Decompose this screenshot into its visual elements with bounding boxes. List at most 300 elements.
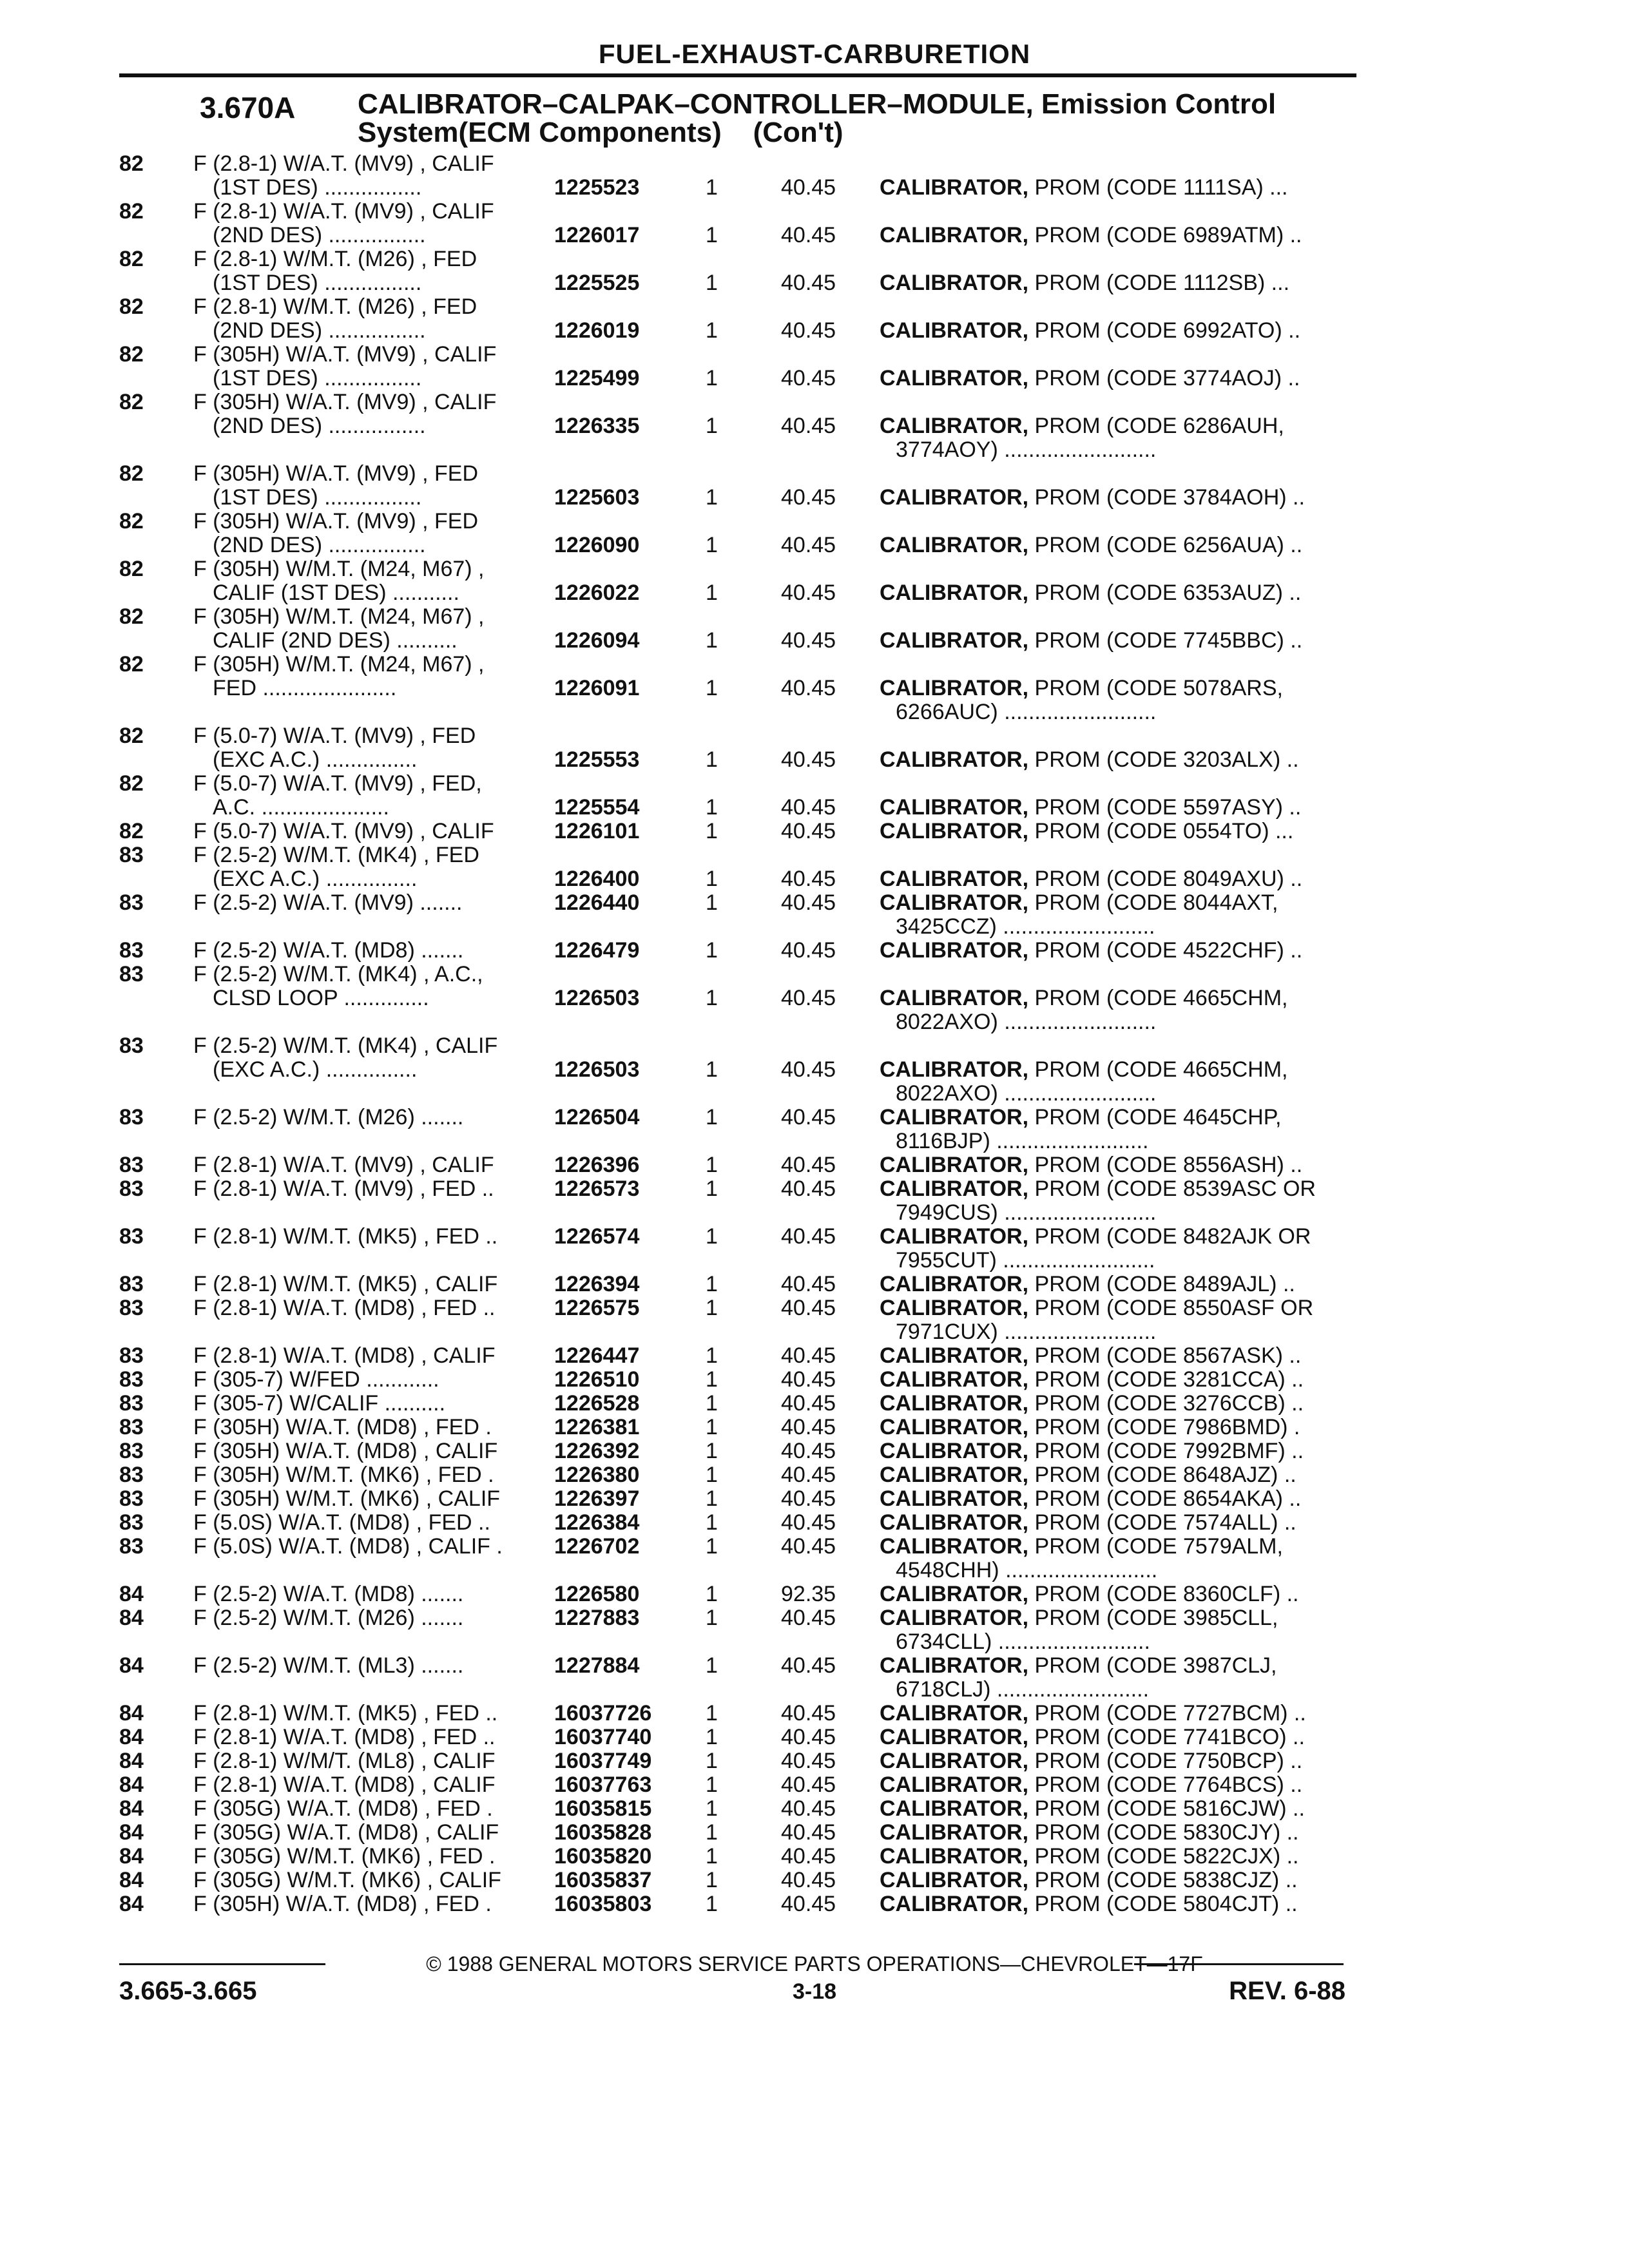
- section-title-line-2: System(ECM Components) (Con't): [358, 117, 843, 148]
- figure-number: 84: [119, 1725, 144, 1749]
- part-number: 1225499: [554, 366, 640, 390]
- list-item: [0, 748, 1629, 772]
- quantity: 1: [706, 819, 718, 843]
- item-detail: PROM (CODE 5838CJZ) ..: [1034, 1869, 1298, 1892]
- parts-list: [0, 152, 1629, 1916]
- item-description: [880, 581, 1363, 605]
- figure-number: 83: [119, 1272, 144, 1296]
- item-name: CALIBRATOR,: [880, 1273, 1029, 1296]
- item-detail: PROM (CODE 7741BCO) ..: [1034, 1725, 1305, 1749]
- item-detail: PROM (CODE 3985CLL,: [1034, 1606, 1278, 1630]
- part-number: 1226510: [554, 1367, 640, 1392]
- item-detail: PROM (CODE 5078ARS,: [1034, 677, 1283, 700]
- list-item: [0, 438, 1629, 462]
- item-detail: PROM (CODE 7764BCS) ..: [1034, 1773, 1303, 1797]
- application-description: (EXC A.C.) ...............: [213, 748, 418, 772]
- application-description: F (2.5-2) W/M.T. (MK4) , CALIF: [193, 1034, 498, 1058]
- application-description: F (305H) W/M.T. (M24, M67) ,: [193, 557, 485, 581]
- application-description: F (2.8-1) W/A.T. (MV9) , CALIF: [193, 1153, 494, 1177]
- application-description: F (305H) W/M.T. (MK6) , CALIF: [193, 1487, 501, 1511]
- list-item: [0, 1225, 1629, 1249]
- figure-number: 84: [119, 1701, 144, 1725]
- item-detail: 4548CHH) .........................: [896, 1559, 1158, 1582]
- price: 40.45: [781, 533, 836, 557]
- item-detail: 6734CLL) .........................: [896, 1630, 1150, 1654]
- price: 40.45: [781, 1343, 836, 1368]
- price: 40.45: [781, 1415, 836, 1439]
- price: 40.45: [781, 1868, 836, 1892]
- list-item: [0, 1869, 1629, 1892]
- part-number: 1226580: [554, 1582, 640, 1606]
- part-number: 1226575: [554, 1296, 640, 1320]
- item-name: CALIBRATOR,: [880, 1797, 1029, 1821]
- figure-number: 83: [119, 1486, 144, 1511]
- application-description: F (2.5-2) W/M.T. (MK4) , A.C.,: [193, 963, 483, 986]
- item-description: [896, 915, 1363, 939]
- item-detail: 7971CUX) .........................: [896, 1320, 1157, 1344]
- item-name: CALIBRATOR,: [880, 986, 1029, 1010]
- item-name: CALIBRATOR,: [880, 271, 1029, 295]
- application-description: F (2.5-2) W/M.T. (MK4) , FED: [193, 843, 479, 867]
- figure-number: 82: [119, 247, 144, 271]
- part-number: 1226573: [554, 1177, 640, 1201]
- quantity: 1: [706, 986, 718, 1010]
- list-item: [0, 891, 1629, 915]
- application-description: (EXC A.C.) ...............: [213, 1058, 418, 1082]
- application-description: (1ST DES) ................: [213, 271, 422, 295]
- item-name: CALIBRATOR,: [880, 1535, 1029, 1559]
- item-detail: PROM (CODE 3774AOJ) ..: [1034, 367, 1300, 390]
- item-name: CALIBRATOR,: [880, 486, 1029, 510]
- quantity: 1: [706, 1391, 718, 1416]
- quantity: 1: [706, 414, 718, 438]
- item-description: [880, 1058, 1363, 1082]
- item-description: [880, 1392, 1363, 1416]
- list-item: [0, 176, 1629, 200]
- list-item: [0, 1058, 1629, 1082]
- figure-number: 82: [119, 151, 144, 176]
- figure-number: 84: [119, 1796, 144, 1821]
- quantity: 1: [706, 1177, 718, 1201]
- quantity: 1: [706, 1606, 718, 1630]
- figure-number: 84: [119, 1844, 144, 1869]
- figure-number: 83: [119, 843, 144, 867]
- application-description: CLSD LOOP ..............: [213, 986, 429, 1010]
- application-description: F (305H) W/A.T. (MD8) , FED .: [193, 1892, 492, 1916]
- price: 40.45: [781, 1725, 836, 1749]
- price: 40.45: [781, 581, 836, 605]
- figure-number: 84: [119, 1606, 144, 1630]
- item-description: [880, 748, 1363, 772]
- list-item: [0, 510, 1629, 533]
- item-description: [880, 867, 1363, 891]
- item-name: CALIBRATOR,: [880, 820, 1029, 843]
- list-item: [0, 1678, 1629, 1702]
- figure-number: 82: [119, 294, 144, 319]
- price: 40.45: [781, 1105, 836, 1129]
- item-name: CALIBRATOR,: [880, 224, 1029, 247]
- item-detail: PROM (CODE 3281CCA) ..: [1034, 1368, 1304, 1392]
- quantity: 1: [706, 676, 718, 700]
- item-name: CALIBRATOR,: [880, 1773, 1029, 1797]
- item-description: [880, 1273, 1363, 1296]
- list-item: [0, 1773, 1629, 1797]
- item-detail: 8022AXO) .........................: [896, 1082, 1157, 1106]
- item-detail: PROM (CODE 8044AXT,: [1034, 891, 1278, 915]
- list-item: [0, 247, 1629, 271]
- application-description: F (2.8-1) W/A.T. (MV9) , FED ..: [193, 1177, 494, 1201]
- item-description: [880, 1106, 1363, 1129]
- item-description: [880, 629, 1363, 653]
- price: 40.45: [781, 1272, 836, 1296]
- item-detail: 6266AUC) .........................: [896, 700, 1157, 724]
- quantity: 1: [706, 890, 718, 915]
- quantity: 1: [706, 938, 718, 963]
- quantity: 1: [706, 1725, 718, 1749]
- application-description: (1ST DES) ................: [213, 176, 422, 200]
- part-number: 1226396: [554, 1153, 640, 1177]
- header-rule: [119, 73, 1356, 77]
- quantity: 1: [706, 366, 718, 390]
- part-number: 16037740: [554, 1725, 652, 1749]
- application-description: F (5.0S) W/A.T. (MD8) , FED ..: [193, 1511, 490, 1535]
- application-description: F (2.5-2) W/M.T. (M26) .......: [193, 1606, 464, 1630]
- application-description: F (305G) W/M.T. (MK6) , CALIF: [193, 1869, 501, 1892]
- application-description: F (305H) W/A.T. (MV9) , FED: [193, 462, 479, 486]
- figure-number: 82: [119, 390, 144, 414]
- price: 40.45: [781, 414, 836, 438]
- item-description: [880, 1344, 1363, 1368]
- item-detail: 8116BJP) .........................: [896, 1129, 1149, 1153]
- figure-number: 83: [119, 1224, 144, 1249]
- item-name: CALIBRATOR,: [880, 748, 1029, 772]
- price: 40.45: [781, 318, 836, 343]
- item-detail: PROM (CODE 3203ALX) ..: [1034, 748, 1299, 772]
- item-detail: PROM (CODE 7727BCM) ..: [1034, 1702, 1306, 1725]
- application-description: A.C. .....................: [213, 796, 389, 820]
- price: 40.45: [781, 1153, 836, 1177]
- application-description: F (2.8-1) W/M.T. (MK5) , FED ..: [193, 1702, 498, 1725]
- item-description: [880, 1225, 1363, 1249]
- item-detail: 6718CLJ) .........................: [896, 1678, 1150, 1702]
- list-item: [0, 1654, 1629, 1678]
- quantity: 1: [706, 271, 718, 295]
- footer-page-number: 3-18: [792, 1979, 837, 2004]
- part-number: 16037749: [554, 1749, 652, 1773]
- application-description: CALIF (1ST DES) ...........: [213, 581, 459, 605]
- item-detail: PROM (CODE 8489AJL) ..: [1034, 1273, 1295, 1296]
- figure-number: 82: [119, 461, 144, 486]
- item-description: [880, 319, 1363, 343]
- item-name: CALIBRATOR,: [880, 1821, 1029, 1845]
- quantity: 1: [706, 1820, 718, 1845]
- item-detail: PROM (CODE 8360CLF) ..: [1034, 1582, 1299, 1606]
- quantity: 1: [706, 1510, 718, 1535]
- list-item: [0, 796, 1629, 820]
- item-description: [880, 1773, 1363, 1797]
- list-item: [0, 581, 1629, 605]
- list-item: [0, 1392, 1629, 1416]
- figure-number: 83: [119, 1367, 144, 1392]
- item-description: [896, 1249, 1363, 1273]
- part-number: 1226503: [554, 1057, 640, 1082]
- item-description: [880, 1845, 1363, 1869]
- part-number: 1226380: [554, 1463, 640, 1487]
- figure-number: 84: [119, 1749, 144, 1773]
- item-detail: PROM (CODE 8550ASF OR: [1034, 1296, 1314, 1320]
- application-description: F (5.0-7) W/A.T. (MV9) , CALIF: [193, 820, 494, 843]
- part-number: 16035803: [554, 1892, 652, 1916]
- price: 40.45: [781, 676, 836, 700]
- application-description: FED ......................: [213, 677, 397, 700]
- list-item: [0, 629, 1629, 653]
- figure-number: 84: [119, 1773, 144, 1797]
- item-description: [880, 1821, 1363, 1845]
- application-description: F (2.8-1) W/A.T. (MD8) , FED ..: [193, 1725, 496, 1749]
- part-number: 1226090: [554, 533, 640, 557]
- item-name: CALIBRATOR,: [880, 939, 1029, 963]
- application-description: F (305-7) W/FED ............: [193, 1368, 439, 1392]
- application-description: CALIF (2ND DES) ..........: [213, 629, 458, 653]
- item-detail: PROM (CODE 8049AXU) ..: [1034, 867, 1303, 891]
- item-description: [880, 1654, 1363, 1678]
- price: 40.45: [781, 1701, 836, 1725]
- figure-number: 83: [119, 1177, 144, 1201]
- item-name: CALIBRATOR,: [880, 1511, 1029, 1535]
- part-number: 1225553: [554, 747, 640, 772]
- application-description: F (2.8-1) W/M.T. (MK5) , CALIF: [193, 1273, 498, 1296]
- list-item: [0, 1034, 1629, 1058]
- part-number: 1226384: [554, 1510, 640, 1535]
- price: 40.45: [781, 1486, 836, 1511]
- quantity: 1: [706, 1582, 718, 1606]
- item-detail: PROM (CODE 3987CLJ,: [1034, 1654, 1277, 1678]
- figure-number: 84: [119, 1820, 144, 1845]
- item-name: CALIBRATOR,: [880, 1416, 1029, 1439]
- part-number: 16035828: [554, 1820, 652, 1845]
- list-item: [0, 677, 1629, 700]
- item-description: [880, 1296, 1363, 1320]
- price: 40.45: [781, 1296, 836, 1320]
- list-item: [0, 1582, 1629, 1606]
- list-item: [0, 820, 1629, 843]
- item-detail: PROM (CODE 7579ALM,: [1034, 1535, 1283, 1559]
- item-description: [896, 1010, 1363, 1034]
- quantity: 1: [706, 867, 718, 891]
- section-title: [358, 90, 1276, 147]
- item-name: CALIBRATOR,: [880, 176, 1029, 200]
- list-item: [0, 1749, 1629, 1773]
- application-description: (2ND DES) ................: [213, 319, 426, 343]
- item-detail: PROM (CODE 6286AUH,: [1034, 414, 1284, 438]
- item-description: [896, 1082, 1363, 1106]
- item-description: [880, 796, 1363, 820]
- item-description: [880, 1368, 1363, 1392]
- item-detail: PROM (CODE 8654AKA) ..: [1034, 1487, 1302, 1511]
- application-description: F (305H) W/M.T. (MK6) , FED .: [193, 1463, 494, 1487]
- application-description: F (305G) W/A.T. (MD8) , CALIF: [193, 1821, 499, 1845]
- section-number: 3.670A: [200, 91, 296, 124]
- application-description: F (2.5-2) W/A.T. (MD8) .......: [193, 939, 464, 963]
- list-item: [0, 1892, 1629, 1916]
- list-item: [0, 1010, 1629, 1034]
- part-number: 1226335: [554, 414, 640, 438]
- list-item: [0, 1344, 1629, 1368]
- application-description: F (305H) W/A.T. (MV9) , FED: [193, 510, 479, 533]
- list-item: [0, 390, 1629, 414]
- application-description: F (305G) W/A.T. (MD8) , FED .: [193, 1797, 493, 1821]
- application-description: F (2.8-1) W/M.T. (M26) , FED: [193, 295, 477, 319]
- price: 40.45: [781, 1844, 836, 1869]
- application-description: F (2.5-2) W/M.T. (ML3) .......: [193, 1654, 464, 1678]
- application-description: (1ST DES) ................: [213, 486, 422, 510]
- item-description: [880, 486, 1363, 510]
- figure-number: 83: [119, 1343, 144, 1368]
- list-item: [0, 200, 1629, 224]
- figure-number: 83: [119, 1415, 144, 1439]
- application-description: F (2.8-1) W/A.T. (MD8) , FED ..: [193, 1296, 496, 1320]
- figure-number: 82: [119, 652, 144, 677]
- figure-number: 84: [119, 1582, 144, 1606]
- list-item: [0, 1320, 1629, 1344]
- list-item: [0, 843, 1629, 867]
- quantity: 1: [706, 1415, 718, 1439]
- application-description: (2ND DES) ................: [213, 414, 426, 438]
- part-number: 1226397: [554, 1486, 640, 1511]
- part-number: 1225525: [554, 271, 640, 295]
- item-detail: PROM (CODE 7992BMF) ..: [1034, 1439, 1304, 1463]
- quantity: 1: [706, 1463, 718, 1487]
- part-number: 16037726: [554, 1701, 652, 1725]
- item-description: [880, 820, 1363, 843]
- figure-number: 83: [119, 1033, 144, 1058]
- item-detail: PROM (CODE 7750BCP) ..: [1034, 1749, 1303, 1773]
- list-item: [0, 295, 1629, 319]
- price: 92.35: [781, 1582, 836, 1606]
- application-description: F (2.5-2) W/A.T. (MV9) .......: [193, 891, 463, 915]
- item-name: CALIBRATOR,: [880, 1869, 1029, 1892]
- quantity: 1: [706, 1701, 718, 1725]
- quantity: 1: [706, 747, 718, 772]
- item-detail: PROM (CODE 6353AUZ) ..: [1034, 581, 1302, 605]
- price: 40.45: [781, 1653, 836, 1678]
- item-name: CALIBRATOR,: [880, 1702, 1029, 1725]
- item-name: CALIBRATOR,: [880, 1463, 1029, 1487]
- application-description: (EXC A.C.) ...............: [213, 867, 418, 891]
- item-description: [880, 1725, 1363, 1749]
- part-number: 1226440: [554, 890, 640, 915]
- figure-number: 82: [119, 199, 144, 224]
- item-name: CALIBRATOR,: [880, 1582, 1029, 1606]
- item-description: [880, 367, 1363, 390]
- figure-number: 82: [119, 557, 144, 581]
- list-item: [0, 1129, 1629, 1153]
- quantity: 1: [706, 318, 718, 343]
- price: 40.45: [781, 1820, 836, 1845]
- item-name: CALIBRATOR,: [880, 796, 1029, 820]
- application-description: F (305H) W/M.T. (M24, M67) ,: [193, 653, 485, 677]
- item-description: [880, 1177, 1363, 1201]
- part-number: 1226574: [554, 1224, 640, 1249]
- quantity: 1: [706, 533, 718, 557]
- list-item: [0, 1368, 1629, 1392]
- footer-section-range: 3.665-3.665: [119, 1977, 257, 2005]
- list-item: [0, 653, 1629, 677]
- price: 40.45: [781, 1773, 836, 1797]
- item-detail: PROM (CODE 5822CJX) ..: [1034, 1845, 1299, 1869]
- item-name: CALIBRATOR,: [880, 1344, 1029, 1368]
- application-description: F (305H) W/A.T. (MD8) , FED .: [193, 1416, 492, 1439]
- list-item: [0, 533, 1629, 557]
- list-item: [0, 1153, 1629, 1177]
- list-item: [0, 1201, 1629, 1225]
- list-item: [0, 1463, 1629, 1487]
- list-item: [0, 1296, 1629, 1320]
- application-description: F (2.5-2) W/A.T. (MD8) .......: [193, 1582, 464, 1606]
- list-item: [0, 724, 1629, 748]
- application-description: F (2.8-1) W/A.T. (MD8) , CALIF: [193, 1344, 496, 1368]
- part-number: 1225554: [554, 795, 640, 820]
- figure-number: 82: [119, 819, 144, 843]
- part-number: 1226528: [554, 1391, 640, 1416]
- list-item: [0, 1821, 1629, 1845]
- application-description: (1ST DES) ................: [213, 367, 422, 390]
- list-item: [0, 1082, 1629, 1106]
- item-description: [896, 1678, 1363, 1702]
- item-name: CALIBRATOR,: [880, 1487, 1029, 1511]
- application-description: F (5.0S) W/A.T. (MD8) , CALIF .: [193, 1535, 503, 1559]
- price: 40.45: [781, 747, 836, 772]
- item-name: CALIBRATOR,: [880, 1368, 1029, 1392]
- application-description: F (2.5-2) W/M.T. (M26) .......: [193, 1106, 464, 1129]
- quantity: 1: [706, 1486, 718, 1511]
- price: 40.45: [781, 1796, 836, 1821]
- item-detail: PROM (CODE 3276CCB) ..: [1034, 1392, 1304, 1416]
- quantity: 1: [706, 628, 718, 653]
- item-description: [880, 533, 1363, 557]
- item-description: [880, 1487, 1363, 1511]
- item-name: CALIBRATOR,: [880, 1177, 1029, 1201]
- figure-number: 83: [119, 890, 144, 915]
- list-item: [0, 1416, 1629, 1439]
- quantity: 1: [706, 795, 718, 820]
- list-item: [0, 1511, 1629, 1535]
- item-name: CALIBRATOR,: [880, 533, 1029, 557]
- item-description: [896, 1630, 1363, 1654]
- item-detail: PROM (CODE 4665CHM,: [1034, 1058, 1288, 1082]
- item-detail: PROM (CODE 5830CJY) ..: [1034, 1821, 1299, 1845]
- item-description: [880, 1416, 1363, 1439]
- quantity: 1: [706, 1653, 718, 1678]
- item-detail: 7955CUT) .........................: [896, 1249, 1155, 1273]
- item-name: CALIBRATOR,: [880, 1892, 1029, 1916]
- item-detail: PROM (CODE 5597ASY) ..: [1034, 796, 1302, 820]
- item-detail: PROM (CODE 8482AJK OR: [1034, 1225, 1311, 1249]
- part-number: 16035815: [554, 1796, 652, 1821]
- application-description: F (305G) W/M.T. (MK6) , FED .: [193, 1845, 496, 1869]
- item-description: [896, 1559, 1363, 1582]
- item-detail: PROM (CODE 8567ASK) ..: [1034, 1344, 1302, 1368]
- item-description: [880, 1869, 1363, 1892]
- footer-revision: REV. 6-88: [1229, 1977, 1345, 2005]
- part-number: 1226101: [554, 819, 640, 843]
- list-item: [0, 462, 1629, 486]
- item-description: [880, 224, 1363, 247]
- list-item: [0, 557, 1629, 581]
- item-description: [880, 1702, 1363, 1725]
- part-number: 1226503: [554, 986, 640, 1010]
- price: 40.45: [781, 890, 836, 915]
